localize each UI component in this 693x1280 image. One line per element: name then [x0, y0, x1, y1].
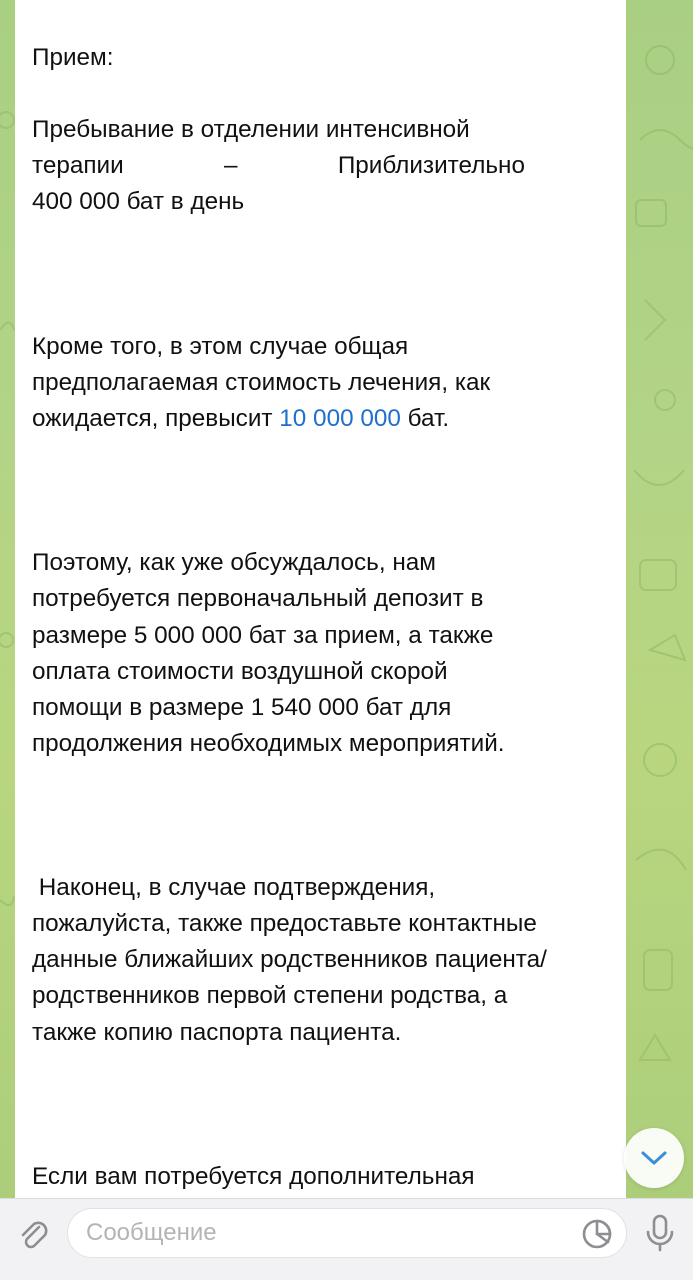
attach-button[interactable]: [12, 1213, 56, 1257]
message-input-bar: [0, 1198, 693, 1280]
icu-word-therapy: терапии: [32, 152, 124, 180]
chevron-down-icon: [640, 1149, 668, 1167]
message-bubble: [15, 0, 626, 1198]
sticker-icon[interactable]: [580, 1217, 614, 1251]
message-field[interactable]: [67, 1208, 627, 1258]
total-cost-text-before: Кроме того, в этом случае общая предполагаемая стоимость лечения, как ожидается, превысит: [32, 332, 491, 432]
message-paragraph-contacts: Наконец, в случае подтверждения, пожалуйста, также предоставьте контактные данные ближайших родственников пациента/ родственников первой степени родства, а также копию паспорта пациента.: [32, 874, 547, 1046]
message-text: [32, 40, 617, 1195]
message-paragraph-icu-line1: Пребывание в отделении интенсивной: [32, 116, 470, 144]
voice-record-button[interactable]: [638, 1211, 682, 1255]
total-cost-text-after: бат.: [400, 404, 450, 432]
scroll-down-button[interactable]: [624, 1128, 684, 1188]
total-cost-link[interactable]: 10 000 000: [279, 404, 401, 432]
paperclip-icon: [17, 1218, 51, 1252]
message-paragraph-icu-line3: 400 000 бат в день: [32, 188, 245, 216]
message-paragraph-total-cost: [32, 333, 490, 432]
icu-word-approx: Приблизительно: [337, 152, 525, 180]
message-paragraph-admission: Прием:: [32, 44, 114, 71]
message-paragraph-deposit: Поэтому, как уже обсуждалось, нам потребуется первоначальный депозит в размере 5 000 000 бат за прием, а также оплата стоимости воздушной скорой помощи в размере 1 540 000 бат для продолжения необходимых мероприятий.: [32, 549, 505, 757]
message-input[interactable]: [86, 1209, 566, 1257]
icu-dash: –: [224, 152, 238, 180]
message-paragraph-icu-line2: [32, 148, 525, 184]
microphone-icon: [645, 1214, 675, 1252]
message-paragraph-additional: Если вам потребуется дополнительная: [32, 1162, 475, 1190]
